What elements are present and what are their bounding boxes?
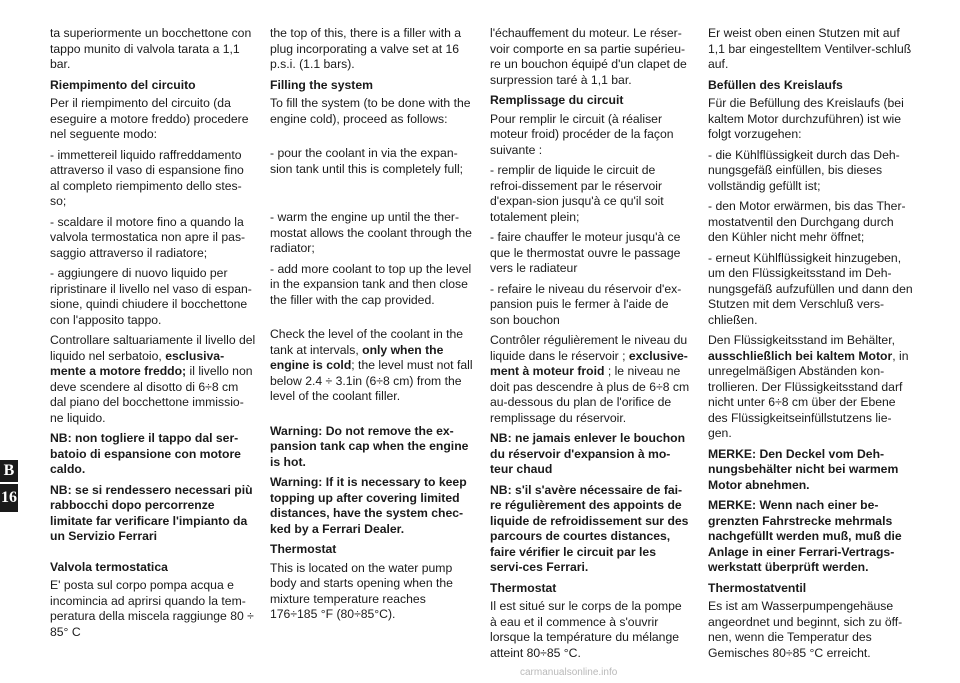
step-2: - warm the engine up until the ther-mostat allows the coolant through the radiator;: [270, 210, 472, 255]
step-1: - die Kühlflüssigkeit durch das Deh-nungsgefäß einfüllen, bis dieses vollständig gefüllt ist;: [708, 147, 900, 193]
german-column: [708, 26, 913, 666]
french-column: [490, 26, 690, 666]
note-topping-up: MERKE: Wenn nach einer be-grenzten Fahrstrecke mehrmals nachgefüllt werden muß, muß die Anlage in einer Ferrari-Vertrags-werkstatt überprüft werden.: [708, 498, 902, 574]
step-1: - pour the coolant in via the expan-sion tank until this is completely full;: [270, 146, 464, 176]
italian-column: [50, 26, 256, 645]
note-hot-cap: MERKE: Den Deckel vom Deh-nungsbehälter nicht bei warmem Motor abnehmen.: [708, 446, 899, 492]
fill-intro: Per il riempimento del circuito (da eseguire a motore freddo) procedere nel seguente modo:: [50, 96, 249, 141]
intro-text: l'échauffement du moteur. Le réser-voir comporte en sa partie supérieu-re un bouchon équipé d'un clapet de surpression taré à 1,1 bar.: [490, 26, 687, 87]
section-tab-letter: B: [0, 460, 18, 482]
intro-text: the top of this, there is a filler with a plug incorporating a valve set at 16 p.s.i. (1.1 bars).: [270, 26, 462, 71]
intro-text: ta superiormente un bocchettone con tappo munito di valvola tarata a 1,1 bar.: [50, 26, 252, 71]
thermostat-heading: Thermostatventil: [708, 580, 807, 595]
level-check: Contrôler régulièrement le niveau du liquide dans le réservoir ; exclusive-ment à moteur froid ; le niveau ne doit pas descendre à plus de 6÷8 cm au-dessous du plan de l'orifice de remplissage du réservoir.: [490, 333, 690, 425]
watermark-footer: carmanualsonline.info: [520, 667, 618, 678]
intro-text: Er weist oben einen Stutzen mit auf 1,1 bar eingestelltem Ventilver-schluß auf.: [708, 26, 912, 71]
step-1: - remplir de liquide le circuit de refroi-dissement par le réservoir d'expan-sion jusqu'à ce qu'il soit totalement plein;: [490, 163, 664, 224]
level-check: Check the level of the coolant in the tank at intervals, only when the engine is cold; the level must not fall below 2.4 ÷ 3.1in (6÷8 cm) from the level of the coolant filler.: [270, 327, 473, 403]
thermostat-heading: Thermostat: [490, 580, 557, 595]
fill-intro: Pour remplir le circuit (à réaliser moteur froid) procéder de la façon suivante :: [490, 111, 674, 157]
step-2: - faire chauffer le moteur jusqu'à ce que le thermostat ouvre le passage vers le radiateur: [490, 230, 681, 275]
step-3: - refaire le niveau du réservoir d'ex-pansion puis le fermer à l'aide de son bouchon: [490, 281, 682, 327]
note-hot-cap: Warning: Do not remove the ex-pansion tank cap when the engine is hot.: [270, 423, 469, 469]
note-topping-up: NB: se si rendessero necessari più rabbocchi dopo percorrenze limitate far verificare l'impianto da un Servizio Ferrari: [50, 482, 253, 543]
note-hot-cap: NB: ne jamais enlever le bouchon du réservoir d'expansion à mo-teur chaud: [490, 431, 686, 476]
step-3: - aggiungere di nuovo liquido per ripristinare il livello nel vaso di espan-sione, quindi chiudere il bocchettone con l'apposito tappo.: [50, 266, 252, 327]
fill-intro: Für die Befüllung des Kreislaufs (bei kaltem Motor durchzuführen) ist wie folgt vorzugehen:: [708, 96, 904, 141]
thermostat-text: Es ist am Wasserpumpengehäuse angeordnet und beginnt, sich zu öff-nen, wenn die Temperatur des Gemisches 80÷85 °C erreicht.: [708, 599, 903, 660]
thermostat-text: Il est situé sur le corps de la pompe à eau et il commence à s'ouvrir lorsque la température du mélange atteint 80÷85 °C.: [490, 599, 682, 660]
note-topping-up: NB: s'il s'avère nécessaire de fai-re régulièrement des appoints de liquide de refroidissement sur des parcours de courtes distances, faire vérifier le circuit par les servi-ces Ferrari.: [490, 482, 689, 574]
step-2: - den Motor erwärmen, bis das Ther-mostatventil den Durchgang durch den Kühler nicht mehr öffnet;: [708, 199, 906, 244]
section-tab-number: 16: [0, 484, 18, 512]
fill-intro: To fill the system (to be done with the engine cold), proceed as follows:: [270, 96, 471, 126]
note-topping-up: Warning: If it is necessary to keep topping up after covering limited distances, have the system chec-ked by a Ferrari Dealer.: [270, 475, 467, 536]
fill-heading: Remplissage du circuit: [490, 93, 624, 107]
step-3: - erneut Kühlflüssigkeit hinzugeben, um den Flüssigkeitsstand im Deh-nungsgefäß aufzufüllen und dann den Stutzen mit dem Verschluß vers-chließen.: [708, 250, 913, 327]
step-3: - add more coolant to top up the level in the expansion tank and then close the filler with the cap provided.: [270, 261, 472, 307]
thermostat-text: This is located on the water pump body and starts opening when the mixture temperature reaches 176÷185 °F (80÷85°C).: [270, 560, 453, 621]
fill-heading: Riempimento del circuito: [50, 77, 196, 92]
thermostat-text: E' posta sul corpo pompa acqua e incomincia ad aprirsi quando la tem-peratura della miscela raggiunge 80 ÷ 85° C: [50, 578, 254, 639]
english-column: [270, 26, 476, 628]
note-hot-cap: NB: non togliere il tappo dal ser-batoio di espansione con motore caldo.: [50, 431, 241, 476]
fill-heading: Filling the system: [270, 77, 373, 92]
fill-heading: Befüllen des Kreislaufs: [708, 77, 843, 92]
thermostat-heading: Valvola termostatica: [50, 559, 168, 574]
level-check: Den Flüssigkeitsstand im Behälter, ausschließlich bei kaltem Motor, in unregelmäßigen Abständen kon-trollieren. Der Flüssigkeitsstand darf nicht unter 6÷8 cm über der Ebene des Flüssigkeitseinfüllstutzens lie-gen.: [708, 333, 909, 440]
level-check: Controllare saltuariamente il livello del liquido nel serbatoio, esclusiva-mente a motore freddo; il livello non deve scendere al disotto di 6÷8 cm dal piano del bocchettone immissio-ne liquido.: [50, 333, 256, 425]
step-2: - scaldare il motore fino a quando la valvola termostatica non apre il pas-saggio attraverso il radiatore;: [50, 214, 246, 260]
thermostat-heading: Thermostat: [270, 542, 337, 556]
step-1: - immettereil liquido raffreddamento attraverso il vaso di espansione fino al completo riempimento dello stes-so;: [50, 147, 244, 208]
